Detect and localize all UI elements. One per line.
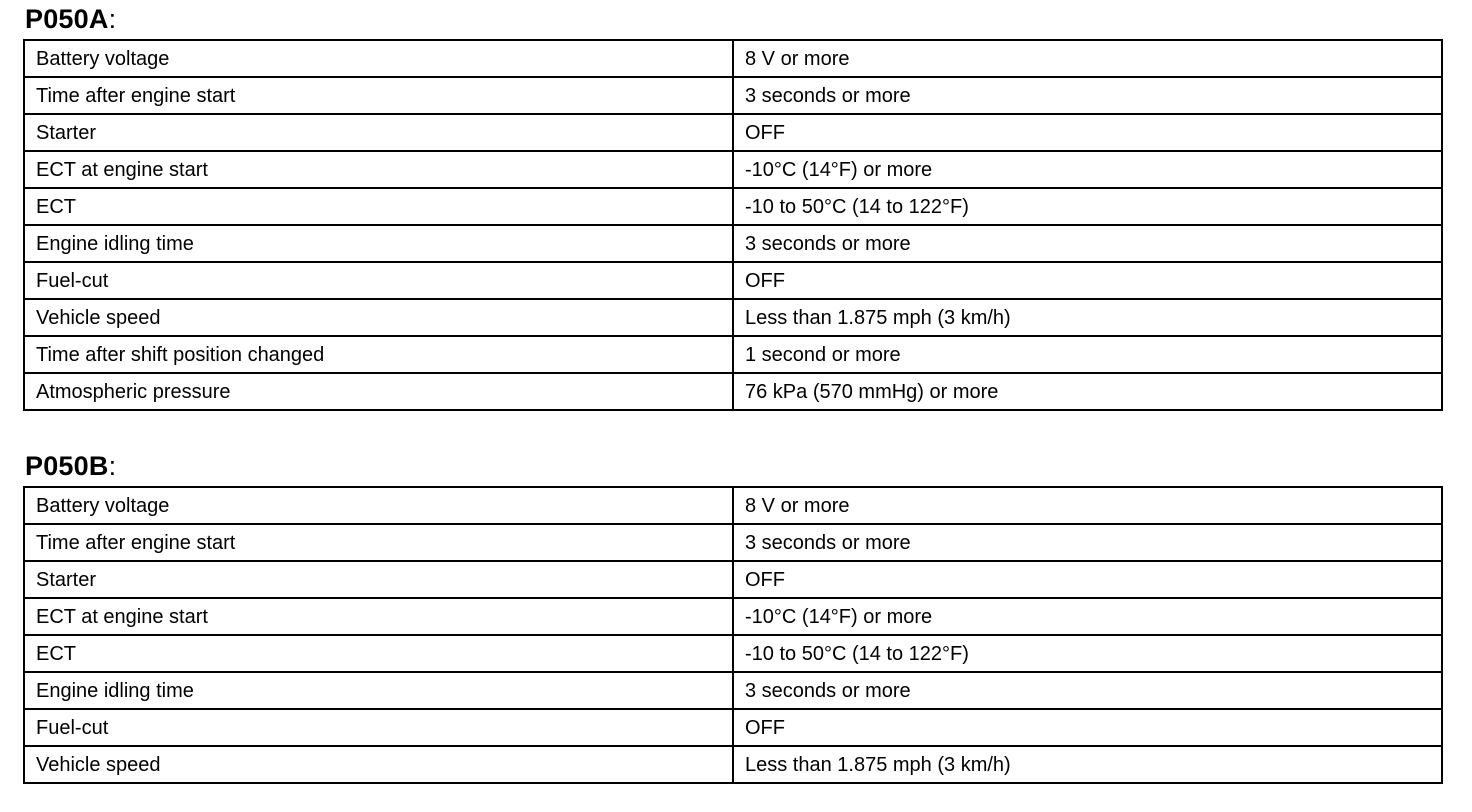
condition-item: Atmospheric pressure [24, 373, 733, 410]
condition-item: Engine idling time [24, 225, 733, 262]
condition-value: 3 seconds or more [733, 672, 1442, 709]
condition-value: 76 kPa (570 mmHg) or more [733, 373, 1442, 410]
condition-value: -10 to 50°C (14 to 122°F) [733, 635, 1442, 672]
section-colon: : [108, 4, 117, 34]
section-title-p050a [25, 4, 116, 34]
table-row [24, 40, 1442, 77]
condition-value: 3 seconds or more [733, 77, 1442, 114]
table-row [24, 225, 1442, 262]
condition-value: 8 V or more [733, 487, 1442, 524]
table-row [24, 188, 1442, 225]
table-row [24, 151, 1442, 188]
conditions-table-p050a [23, 39, 1443, 411]
condition-value: Less than 1.875 mph (3 km/h) [733, 746, 1442, 783]
table-row [24, 561, 1442, 598]
condition-value: 3 seconds or more [733, 225, 1442, 262]
condition-value: Less than 1.875 mph (3 km/h) [733, 299, 1442, 336]
condition-value: OFF [733, 561, 1442, 598]
table-row [24, 709, 1442, 746]
condition-value: OFF [733, 709, 1442, 746]
table-row [24, 262, 1442, 299]
condition-item: Time after shift position changed [24, 336, 733, 373]
condition-item: Fuel-cut [24, 262, 733, 299]
table-row [24, 373, 1442, 410]
condition-value: -10 to 50°C (14 to 122°F) [733, 188, 1442, 225]
section-title-p050b [25, 451, 116, 481]
condition-item: ECT [24, 188, 733, 225]
condition-item: Time after engine start [24, 524, 733, 561]
table-row [24, 77, 1442, 114]
section-code: P050A [25, 4, 109, 34]
condition-item: Battery voltage [24, 40, 733, 77]
condition-value: -10°C (14°F) or more [733, 598, 1442, 635]
condition-value: 3 seconds or more [733, 524, 1442, 561]
condition-value: 8 V or more [733, 40, 1442, 77]
condition-value: 1 second or more [733, 336, 1442, 373]
table-row [24, 299, 1442, 336]
table-row [24, 746, 1442, 783]
condition-item: ECT at engine start [24, 151, 733, 188]
table-row [24, 336, 1442, 373]
condition-item: Starter [24, 561, 733, 598]
conditions-table-p050b [23, 486, 1443, 784]
condition-item: ECT [24, 635, 733, 672]
condition-value: OFF [733, 262, 1442, 299]
table-row [24, 672, 1442, 709]
condition-item: ECT at engine start [24, 598, 733, 635]
table-row [24, 598, 1442, 635]
section-colon: : [108, 451, 117, 481]
condition-item: Vehicle speed [24, 746, 733, 783]
table-row [24, 487, 1442, 524]
condition-value: -10°C (14°F) or more [733, 151, 1442, 188]
condition-item: Vehicle speed [24, 299, 733, 336]
condition-item: Engine idling time [24, 672, 733, 709]
section-code: P050B [25, 451, 109, 481]
table-row [24, 635, 1442, 672]
condition-item: Starter [24, 114, 733, 151]
condition-item: Time after engine start [24, 77, 733, 114]
table-row [24, 114, 1442, 151]
condition-item: Fuel-cut [24, 709, 733, 746]
condition-item: Battery voltage [24, 487, 733, 524]
condition-value: OFF [733, 114, 1442, 151]
table-row [24, 524, 1442, 561]
